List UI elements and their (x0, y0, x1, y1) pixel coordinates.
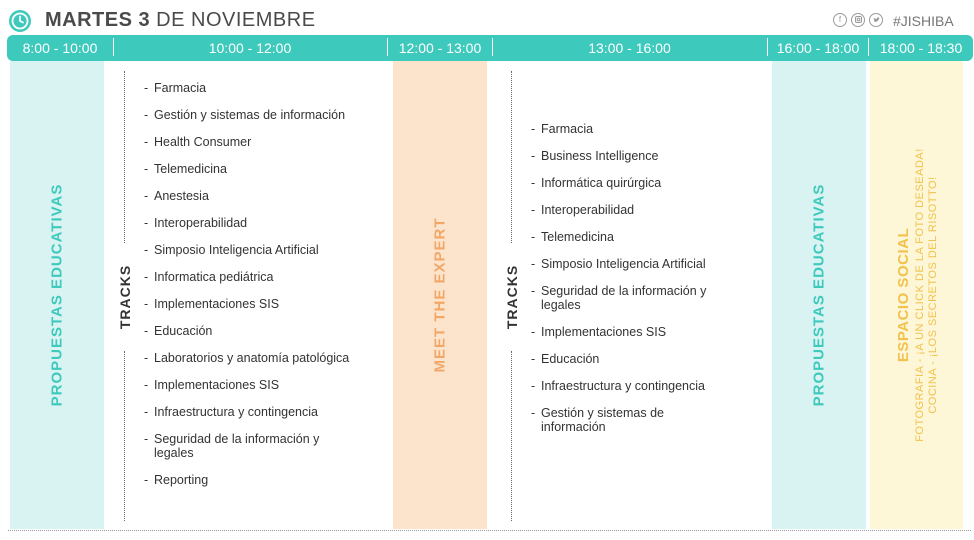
list-item: - Gestión y sistemas de información (144, 108, 389, 122)
list-item: - Simposio Inteligencia Artificial (531, 257, 746, 271)
instagram-icon[interactable] (851, 13, 865, 27)
timeslot-6: 18:00 - 18:30 (879, 40, 963, 56)
column-social-space (870, 61, 963, 529)
list-item: - Reporting (144, 473, 389, 487)
list-item: - Seguridad de la información y legales (144, 432, 359, 460)
tracks-dotted-line-top (511, 71, 512, 243)
twitter-icon[interactable] (869, 13, 883, 27)
list-item: - Infraestructura y contingencia (144, 405, 389, 419)
day-rest: DE NOVIEMBRE (150, 9, 316, 31)
list-item: - Telemedicina (531, 230, 746, 244)
list-item: - Implementaciones SIS (144, 297, 389, 311)
list-item: - Simposio Inteligencia Artificial (144, 243, 389, 257)
tracks-dotted-line-bottom (124, 351, 125, 521)
list-item: - Educación (144, 324, 389, 338)
bottom-divider (8, 530, 971, 531)
list-item: - Implementaciones SIS (531, 325, 746, 339)
list-item: - Seguridad de la información y legales (531, 284, 741, 312)
page-title (45, 9, 316, 32)
list-item: - Interoperabilidad (531, 203, 746, 217)
list-item: - Informatica pediátrica (144, 270, 389, 284)
list-item: - Informática quirúrgica (531, 176, 746, 190)
facebook-icon[interactable]: f (833, 13, 847, 27)
list-item: - Farmacia (144, 81, 389, 95)
tracks-label: TRACKS (117, 264, 133, 330)
social-space-text (895, 148, 939, 442)
tracks-list-1 (144, 81, 389, 487)
social-space-block (895, 148, 939, 442)
social-cooking-line: COCINA - ¡LOS SECRETOS DEL RISOTTO! (926, 176, 939, 414)
tracks-dotted-line-bottom (511, 351, 512, 521)
hashtag[interactable]: #JISHIBA (893, 13, 954, 29)
timeslot-3: 12:00 - 13:00 (398, 40, 482, 56)
social-photo-line: FOTOGRAFIA - ¡A UN CLICK DE LA FOTO DESEADA! (913, 148, 926, 442)
list-item: - Educación (531, 352, 746, 366)
list-item: - Health Consumer (144, 135, 389, 149)
column-educational-1 (10, 61, 104, 529)
list-item: - Farmacia (531, 122, 746, 136)
clock-icon (9, 10, 31, 32)
timeslot-2: 10:00 - 12:00 (208, 40, 292, 56)
list-item: - Anestesia (144, 189, 389, 203)
educational-proposals-label: PROPUESTAS EDUCATIVAS (48, 183, 66, 407)
column-tracks-1 (104, 61, 393, 529)
list-item: - Gestión y sistemas de información (531, 406, 701, 434)
column-educational-2 (772, 61, 866, 529)
timeslot-1: 8:00 - 10:00 (22, 40, 98, 56)
tracks-dotted-line-top (124, 71, 125, 243)
timeslot-4: 13:00 - 16:00 (588, 40, 671, 56)
list-item: - Interoperabilidad (144, 216, 389, 230)
list-item: - Telemedicina (144, 162, 389, 176)
column-meet-the-expert (393, 61, 487, 529)
meet-the-expert-label: MEET THE EXPERT (431, 217, 449, 373)
list-item: - Implementaciones SIS (144, 378, 389, 392)
tracks-label: TRACKS (504, 264, 520, 330)
column-tracks-2 (487, 61, 772, 529)
social-space-title: ESPACIO SOCIAL (894, 227, 912, 363)
list-item: - Laboratorios y anatomía patológica (144, 351, 389, 365)
day-bold: MARTES 3 (45, 9, 151, 31)
list-item: - Business Intelligence (531, 149, 746, 163)
educational-proposals-label: PROPUESTAS EDUCATIVAS (810, 183, 828, 407)
list-item: - Infraestructura y contingencia (531, 379, 746, 393)
tracks-list-2 (531, 122, 746, 434)
timeslot-5: 16:00 - 18:00 (776, 40, 860, 56)
